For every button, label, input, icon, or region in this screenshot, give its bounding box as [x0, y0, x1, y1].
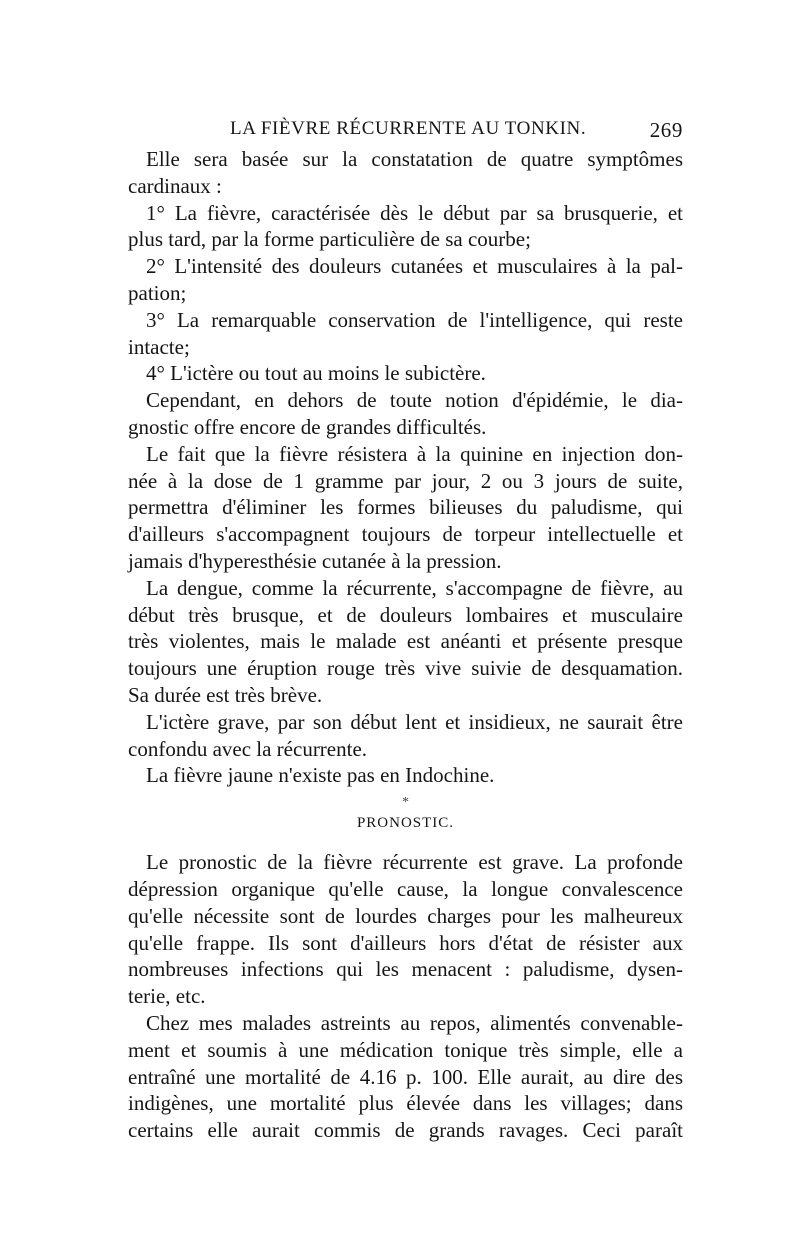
text-line: Cependant, en dehors de toute notion d'épidémie, le dia-: [146, 388, 683, 413]
body-section-diagnosis: [128, 146, 683, 789]
text-line: Le fait que la fièvre résistera à la quinine en injection don-: [146, 441, 683, 466]
text-line: intacte;: [128, 334, 190, 359]
text-line: début très brusque, et de douleurs lombaires et musculaire: [128, 602, 683, 627]
text-line: Sa durée est très brève.: [128, 682, 323, 707]
section-ornament: *: [402, 795, 409, 811]
text-line: Chez mes malades astreints au repos, alimentés convenable-: [146, 1010, 683, 1035]
text-line: Elle sera basée sur la constatation de quatre symptômes: [146, 147, 683, 171]
text-line: L'ictère grave, par son début lent et insidieux, ne saurait être: [146, 709, 683, 734]
text-line: 4° L'ictère ou tout au moins le subictère.: [146, 361, 486, 386]
text-line: confondu avec la récurrente.: [128, 736, 368, 761]
text-line: La dengue, comme la récurrente, s'accompagne de fièvre, au: [146, 575, 683, 600]
text-line: indigènes, une mortalité plus élevée dans les villages; dans: [128, 1091, 683, 1116]
text-line: dépression organique qu'elle cause, la longue convalescence: [128, 876, 683, 901]
text-line: née à la dose de 1 gramme par jour, 2 ou 3 jours de suite,: [128, 468, 683, 493]
text-line: pation;: [128, 280, 187, 305]
text-line: toujours une éruption rouge très vive suivie de desquamation.: [128, 656, 683, 681]
running-title: LA FIÈVRE RÉCURRENTE AU TONKIN.: [230, 118, 587, 139]
text-line: La fièvre jaune n'existe pas en Indochine.: [146, 763, 495, 788]
text-line: 3° La remarquable conservation de l'intelligence, qui reste: [146, 307, 683, 332]
text-line: plus tard, par la forme particulière de sa courbe;: [128, 227, 531, 252]
text-line: cardinaux :: [128, 173, 222, 198]
text-line: 1° La fièvre, caractérisée dès le début par sa brusquerie, et: [146, 200, 683, 225]
text-line: terie, etc.: [128, 984, 206, 1009]
text-line: Le pronostic de la fièvre récurrente est grave. La profonde: [146, 850, 683, 875]
text-line: d'ailleurs s'accompagnent toujours de torpeur intellectuelle et: [128, 522, 683, 547]
text-line: nombreuses infections qui les menacent : paludisme, dysen-: [128, 957, 683, 982]
text-line: qu'elle frappe. Ils sont d'ailleurs hors d'état de résister aux: [128, 930, 683, 955]
body-text: [128, 146, 683, 1144]
body-section-prognosis: [128, 849, 683, 1144]
text-line: entraîné une mortalité de 4.16 p. 100. Elle aurait, au dire des: [128, 1064, 683, 1089]
text-line: 2° L'intensité des douleurs cutanées et musculaires à la pal-: [146, 254, 683, 279]
section-heading: PRONOSTIC.: [356, 815, 455, 832]
text-line: qu'elle nécessite sont de lourdes charges pour les malheureux: [128, 903, 683, 928]
text-line: certains elle aurait commis de grands ravages. Ceci paraît: [128, 1118, 683, 1143]
text-line: gnostic offre encore de grandes difficultés.: [128, 414, 487, 439]
text-line: ment et soumis à une médication tonique très simple, elle a: [128, 1037, 683, 1062]
text-line: jamais d'hyperesthésie cutanée à la pression.: [128, 548, 502, 573]
page-number: 269: [649, 118, 683, 142]
text-line: très violentes, mais le malade est anéanti et présente presque: [128, 629, 683, 654]
text-line: permettra d'éliminer les formes bilieuses du paludisme, qui: [128, 495, 683, 520]
running-header: [128, 118, 683, 146]
